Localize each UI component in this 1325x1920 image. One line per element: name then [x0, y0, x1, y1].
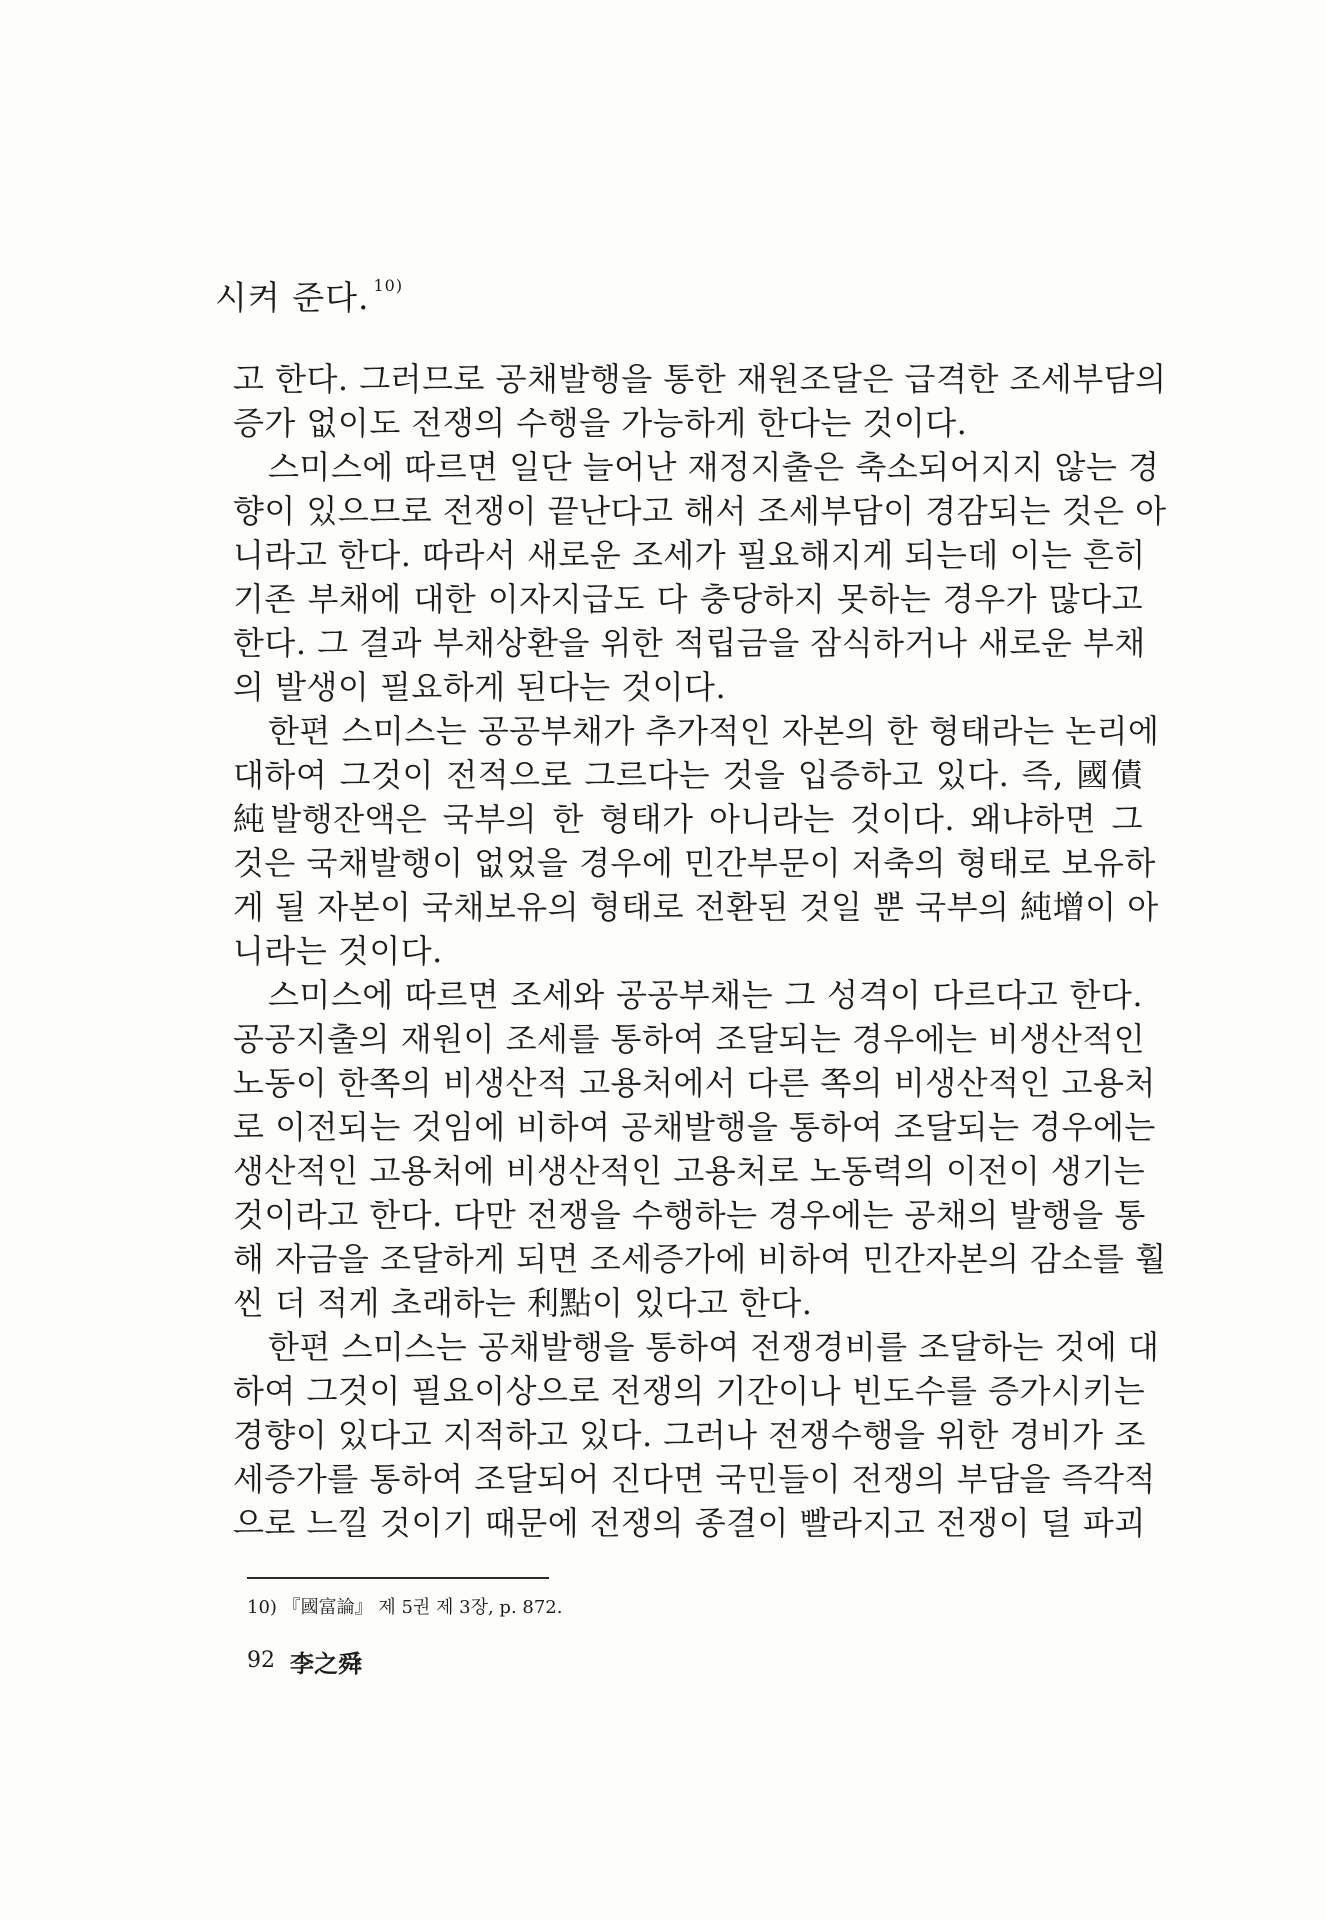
body-line: 해 자금을 조달하게 되면 조세증가에 비하여 민간자본의 감소를 훨: [233, 1240, 1167, 1278]
body-line: 경향이 있다고 지적하고 있다. 그러나 전쟁수행을 위한 경비가 조: [233, 1416, 1146, 1454]
continuation-text: 시켜 준다.: [215, 278, 370, 317]
page-number: 92: [247, 1648, 275, 1673]
body-line: 한다. 그 결과 부채상환을 위한 적립금을 잠식하거나 새로운 부채: [233, 624, 1146, 662]
body-line: 공공지출의 재원이 조세를 통하여 조달되는 경우에는 비생산적인: [233, 1020, 1146, 1058]
body-line: 한편 스미스는 공공부채가 추가적인 자본의 한 형태라는 논리에: [268, 712, 1160, 750]
body-line: 증가 없이도 전쟁의 수행을 가능하게 한다는 것이다.: [233, 404, 968, 442]
body-line: 향이 있으므로 전쟁이 끝난다고 해서 조세부담이 경감되는 것은 아: [233, 492, 1167, 530]
body-line: 스미스에 따르면 조세와 공공부채는 그 성격이 다르다고 한다.: [268, 976, 1143, 1014]
continuation-line: [215, 272, 403, 319]
footnote: 10) 『國富論』 제 5권 제 3장, p. 872.: [247, 1597, 563, 1618]
body-line: 세증가를 통하여 조달되어 진다면 국민들이 전쟁의 부담을 즉각적: [233, 1460, 1156, 1498]
body-line: 純발행잔액은 국부의 한 형태가 아니라는 것이다. 왜냐하면 그: [233, 800, 1143, 838]
body-line: 씬 더 적게 초래하는 利點이 있다고 한다.: [233, 1284, 813, 1322]
body-line: 게 될 자본이 국채보유의 형태로 전환된 것일 뿐 국부의 純增이 아: [233, 888, 1159, 926]
body-line: 대하여 그것이 전적으로 그르다는 것을 입증하고 있다. 즉, 國債: [233, 756, 1143, 794]
body-line: 것이라고 한다. 다만 전쟁을 수행하는 경우에는 공채의 발행을 통: [233, 1196, 1146, 1234]
running-footer-author: 李之舜: [290, 1649, 362, 1678]
body-line: 것은 국채발행이 없었을 경우에 민간부문이 저축의 형태로 보유하: [233, 844, 1156, 882]
footnote-divider: [247, 1577, 549, 1579]
body-line: 니라는 것이다.: [233, 932, 443, 970]
body-line: 고 한다. 그러므로 공채발행을 통한 재원조달은 급격한 조세부담의: [233, 360, 1167, 398]
body-line: 한편 스미스는 공채발행을 통하여 전쟁경비를 조달하는 것에 대: [268, 1328, 1160, 1366]
body-line: 기존 부채에 대한 이자지급도 다 충당하지 못하는 경우가 많다고: [233, 580, 1143, 618]
footnote-reference: 10): [373, 276, 404, 295]
body-line: 니라고 한다. 따라서 새로운 조세가 필요해지게 되는데 이는 흔히: [233, 536, 1146, 574]
body-line: 의 발생이 필요하게 된다는 것이다.: [233, 668, 727, 706]
body-line: 생산적인 고용처에 비생산적인 고용처로 노동력의 이전이 생기는: [233, 1152, 1146, 1190]
body-line: 노동이 한쪽의 비생산적 고용처에서 다른 쪽의 비생산적인 고용처: [233, 1064, 1156, 1102]
body-line: 으로 느낄 것이기 때문에 전쟁의 종결이 빨라지고 전쟁이 덜 파괴: [233, 1504, 1146, 1542]
body-line: 하여 그것이 필요이상으로 전쟁의 기간이나 빈도수를 증가시키는: [233, 1372, 1146, 1410]
body-line: 로 이전되는 것임에 비하여 공채발행을 통하여 조달되는 경우에는: [233, 1108, 1156, 1146]
body-line: 스미스에 따르면 일단 늘어난 재정지출은 축소되어지지 않는 경: [268, 448, 1160, 486]
